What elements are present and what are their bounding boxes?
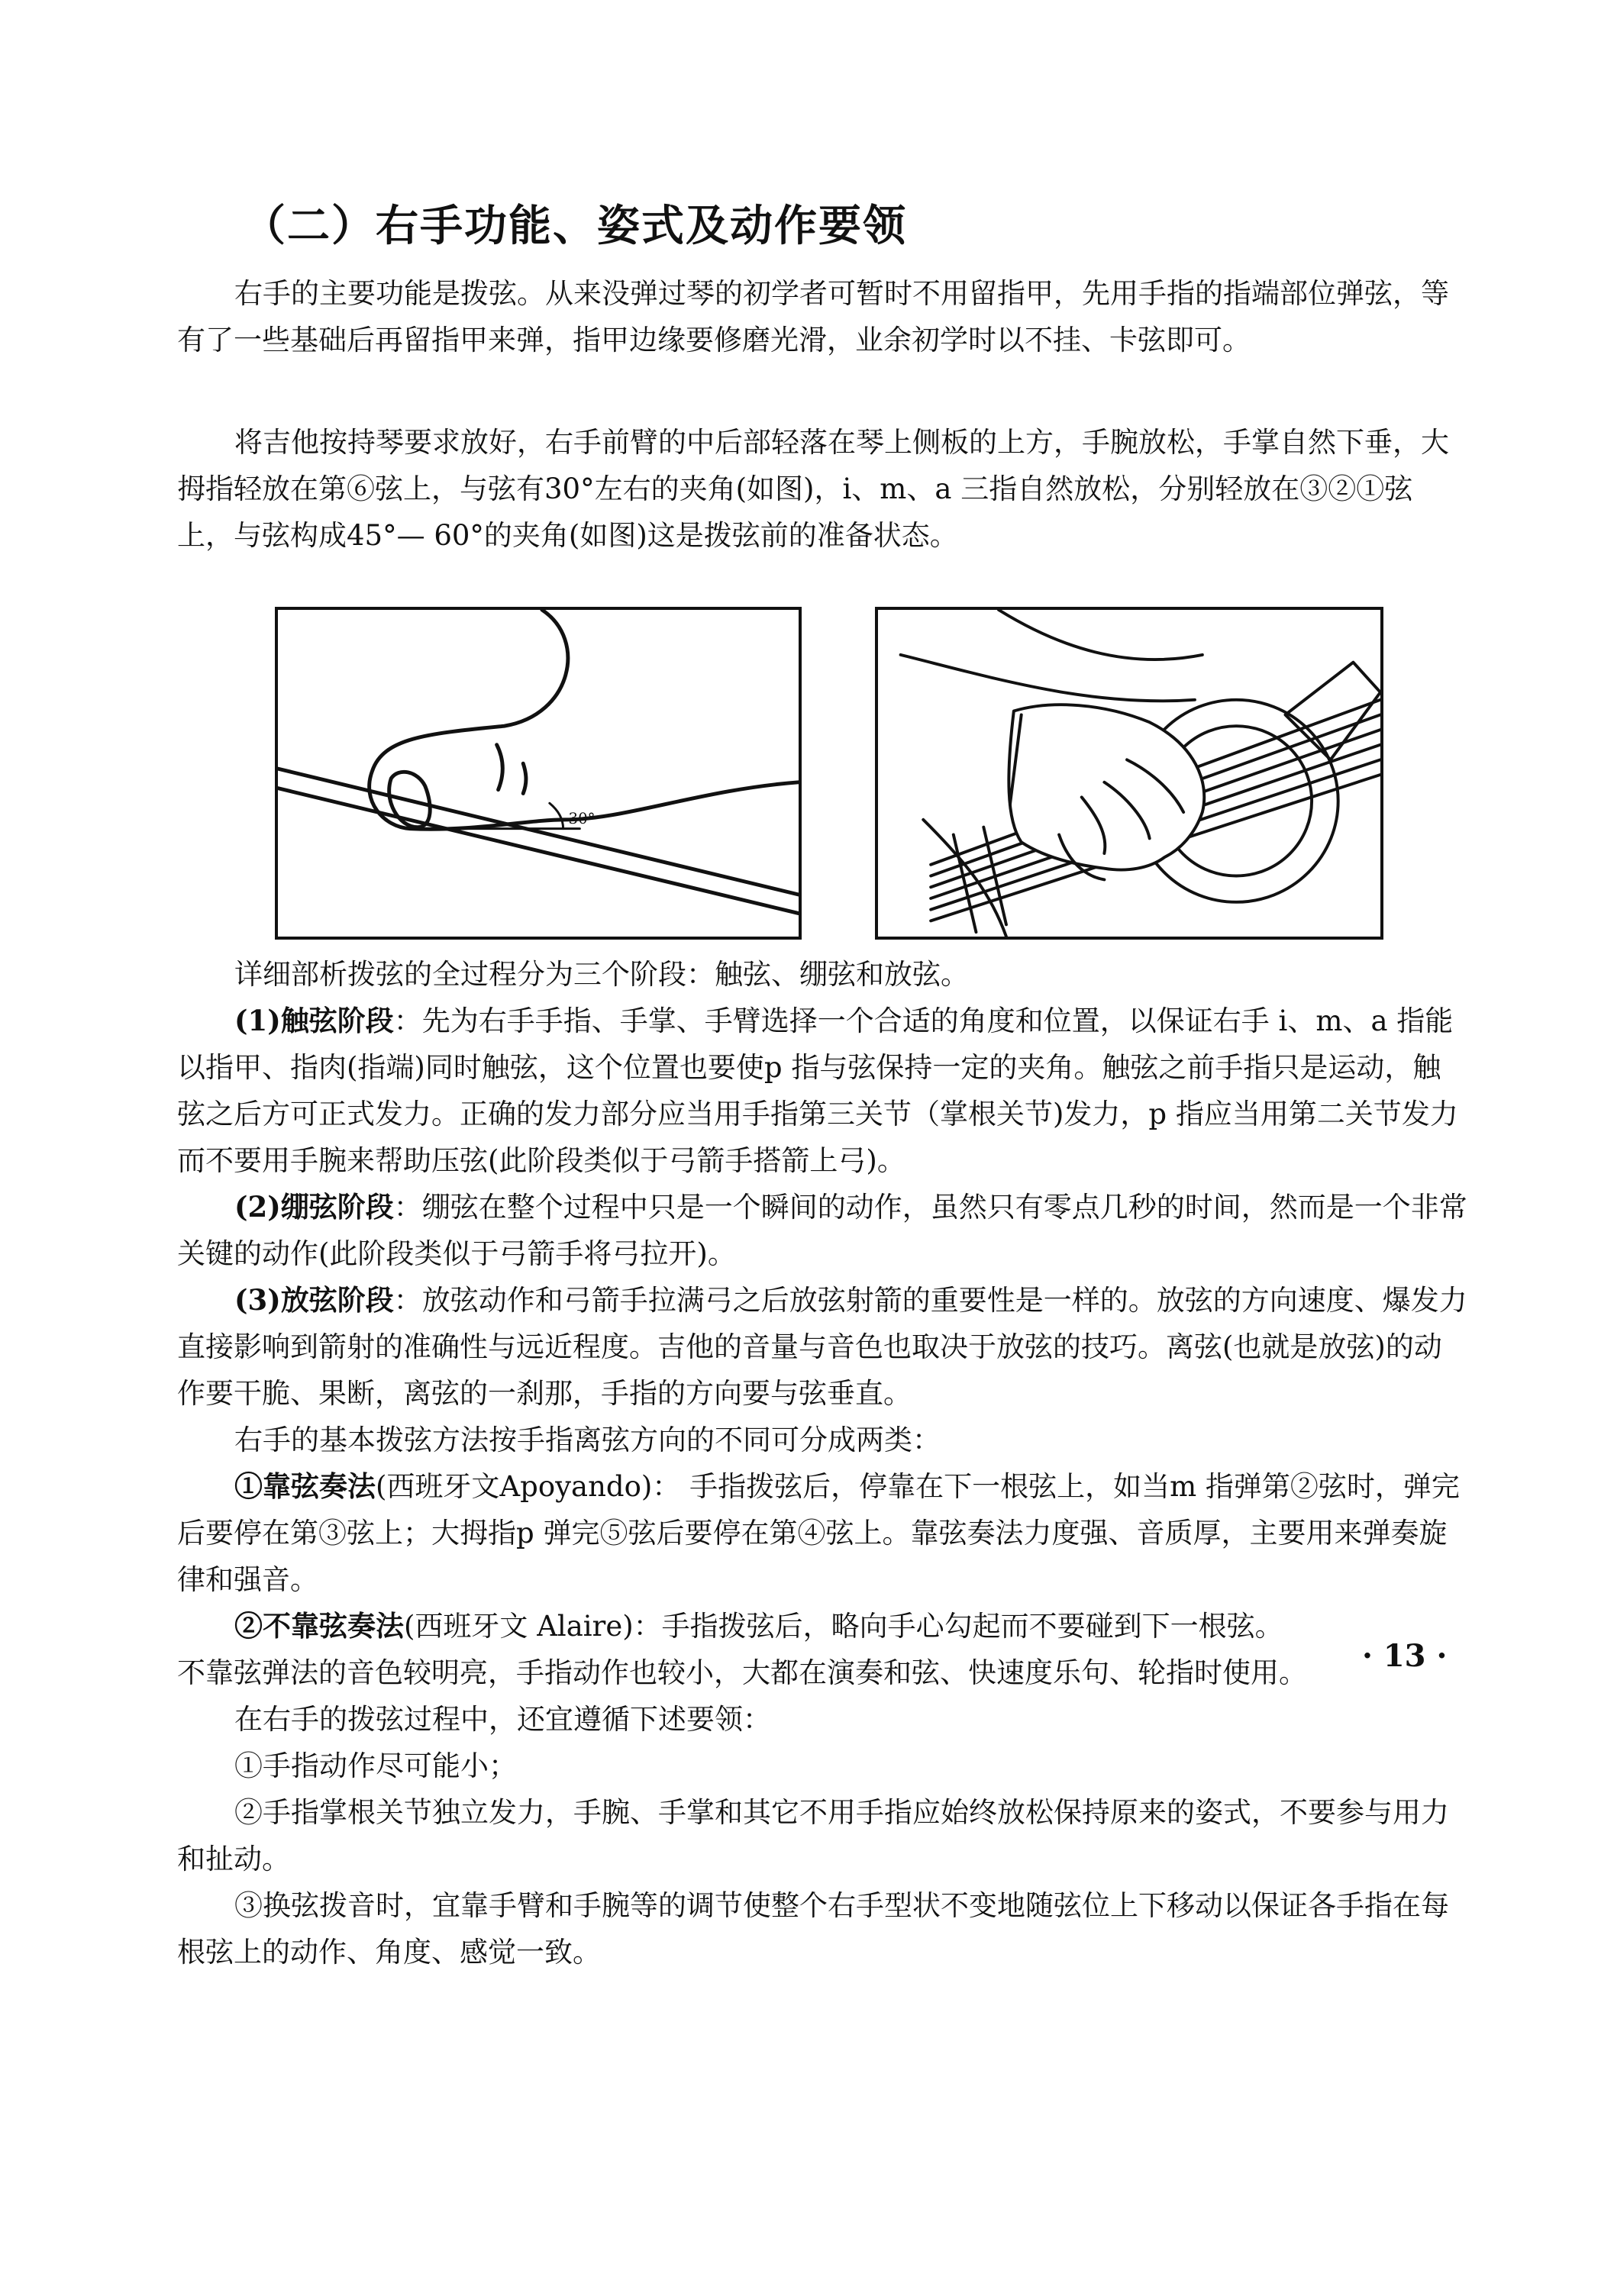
stage-3-label: (3)放弦阶段 — [234, 1283, 394, 1317]
method-2-continuation: 不靠弦弹法的音色较明亮，手指动作也较小，大都在演奏和弦、快速度乐句、轮指时使用。 — [177, 1656, 1307, 1689]
thumb-illustration — [278, 610, 799, 937]
stage-1-label: (1)触弦阶段 — [234, 1004, 394, 1037]
angle-label: 30° — [568, 809, 596, 827]
rule-3: ③换弦拨音时，宜靠手臂和手腕等的调节使整个右手型状不变地随弦位上下移动以保证各手指在每根弦上的动作、角度、感觉一致。 — [177, 1889, 1449, 1969]
rule-1: ①手指动作尽可能小； — [234, 1749, 517, 1782]
intro-text-2: 将吉他按持琴要求放好，右手前臂的中后部轻落在琴上侧板的上方，手腕放松，手掌自然下垂，大拇指轻放在第⑥弦上，与弦有30°左右的夹角(如图)，i、m、a 三指自然放松，分别轻放在③②①弦上，与弦构成45°— 60°的夹角(如图)这是拨弦前的准备状态。 — [177, 426, 1449, 552]
stage-1-paragraph — [177, 998, 1467, 1184]
method-1-paragraph — [177, 1463, 1467, 1603]
intro-paragraph-2 — [177, 419, 1467, 559]
stage-3-text: ：放弦动作和弓箭手拉满弓之后放弦射箭的重要性是一样的。放弦的方向速度、爆发力直接影响到箭射的准确性与远近程度。吉他的音量与音色也取决于放弦的技巧。离弦(也就是放弦)的动作要干脆、果断，离弦的一刹那，手指的方向要与弦垂直。 — [177, 1284, 1467, 1410]
hand-guitar-illustration — [878, 610, 1380, 937]
stage-2-label: (2)绷弦阶段 — [234, 1190, 394, 1224]
method-2-label: ②不靠弦奏法 — [234, 1609, 404, 1643]
method-1-label: ①靠弦奏法 — [234, 1469, 376, 1503]
intro-paragraph-1 — [177, 270, 1467, 363]
method-2-text: (西班牙文 Alaire)：手指拨弦后，略向手心勾起而不要碰到下一根弦。 — [404, 1610, 1283, 1643]
page-number: · 13 · — [1362, 1638, 1448, 1674]
method-1-text: (西班牙文Apoyando)： 手指拨弦后，停靠在下一根弦上，如当m 指弹第②弦时，弹完后要停在第③弦上；大拇指p 弹完⑤弦后要停在第④弦上。靠弦奏法力度强、音质厚，主要用来弹奏旋律和强音。 — [177, 1470, 1460, 1596]
stage-2-text: ：绷弦在整个过程中只是一个瞬间的动作，虽然只有零点几秒的时间，然而是一个非常关键的动作(此阶段类似于弓箭手将弓拉开)。 — [177, 1191, 1467, 1270]
stages-intro: 详细部析拨弦的全过程分为三个阶段：触弦、绷弦和放弦。 — [234, 958, 969, 991]
technique-body — [177, 951, 1467, 1975]
rules-intro: 在右手的拨弦过程中，还宜遵循下述要领： — [234, 1703, 771, 1736]
stage-3-paragraph — [177, 1277, 1467, 1417]
methods-intro: 右手的基本拨弦方法按手指离弦方向的不同可分成两类： — [234, 1424, 941, 1456]
thumb-angle-figure — [275, 607, 802, 940]
stage-1-text: ：先为右手手指、手掌、手臂选择一个合适的角度和位置，以保证右手 i、m、a 指能以指甲、指肉(指端)同时触弦，这个位置也要使p 指与弦保持一定的夹角。触弦之前手指只是运动，触弦之后方可正式发力。正确的发力部分应当用手指第三关节（掌根关节)发力，p 指应当用第二关节发力而不要用手腕来帮助压弦(此阶段类似于弓箭手搭箭上弓)。 — [177, 1004, 1458, 1177]
rule-2: ②手指掌根关节独立发力，手腕、手掌和其它不用手指应始终放松保持原来的姿式，不要参与用力和扯动。 — [177, 1796, 1449, 1875]
method-2-paragraph — [177, 1603, 1467, 1649]
hand-on-strings-figure — [875, 607, 1383, 940]
section-heading: （二）右手功能、姿式及动作要领 — [243, 201, 907, 251]
stage-2-paragraph — [177, 1184, 1467, 1277]
intro-text-1: 右手的主要功能是拨弦。从来没弹过琴的初学者可暂时不用留指甲，先用手指的指端部位弹弦，等有了一些基础后再留指甲来弹，指甲边缘要修磨光滑，业余初学时以不挂、卡弦即可。 — [177, 277, 1449, 356]
